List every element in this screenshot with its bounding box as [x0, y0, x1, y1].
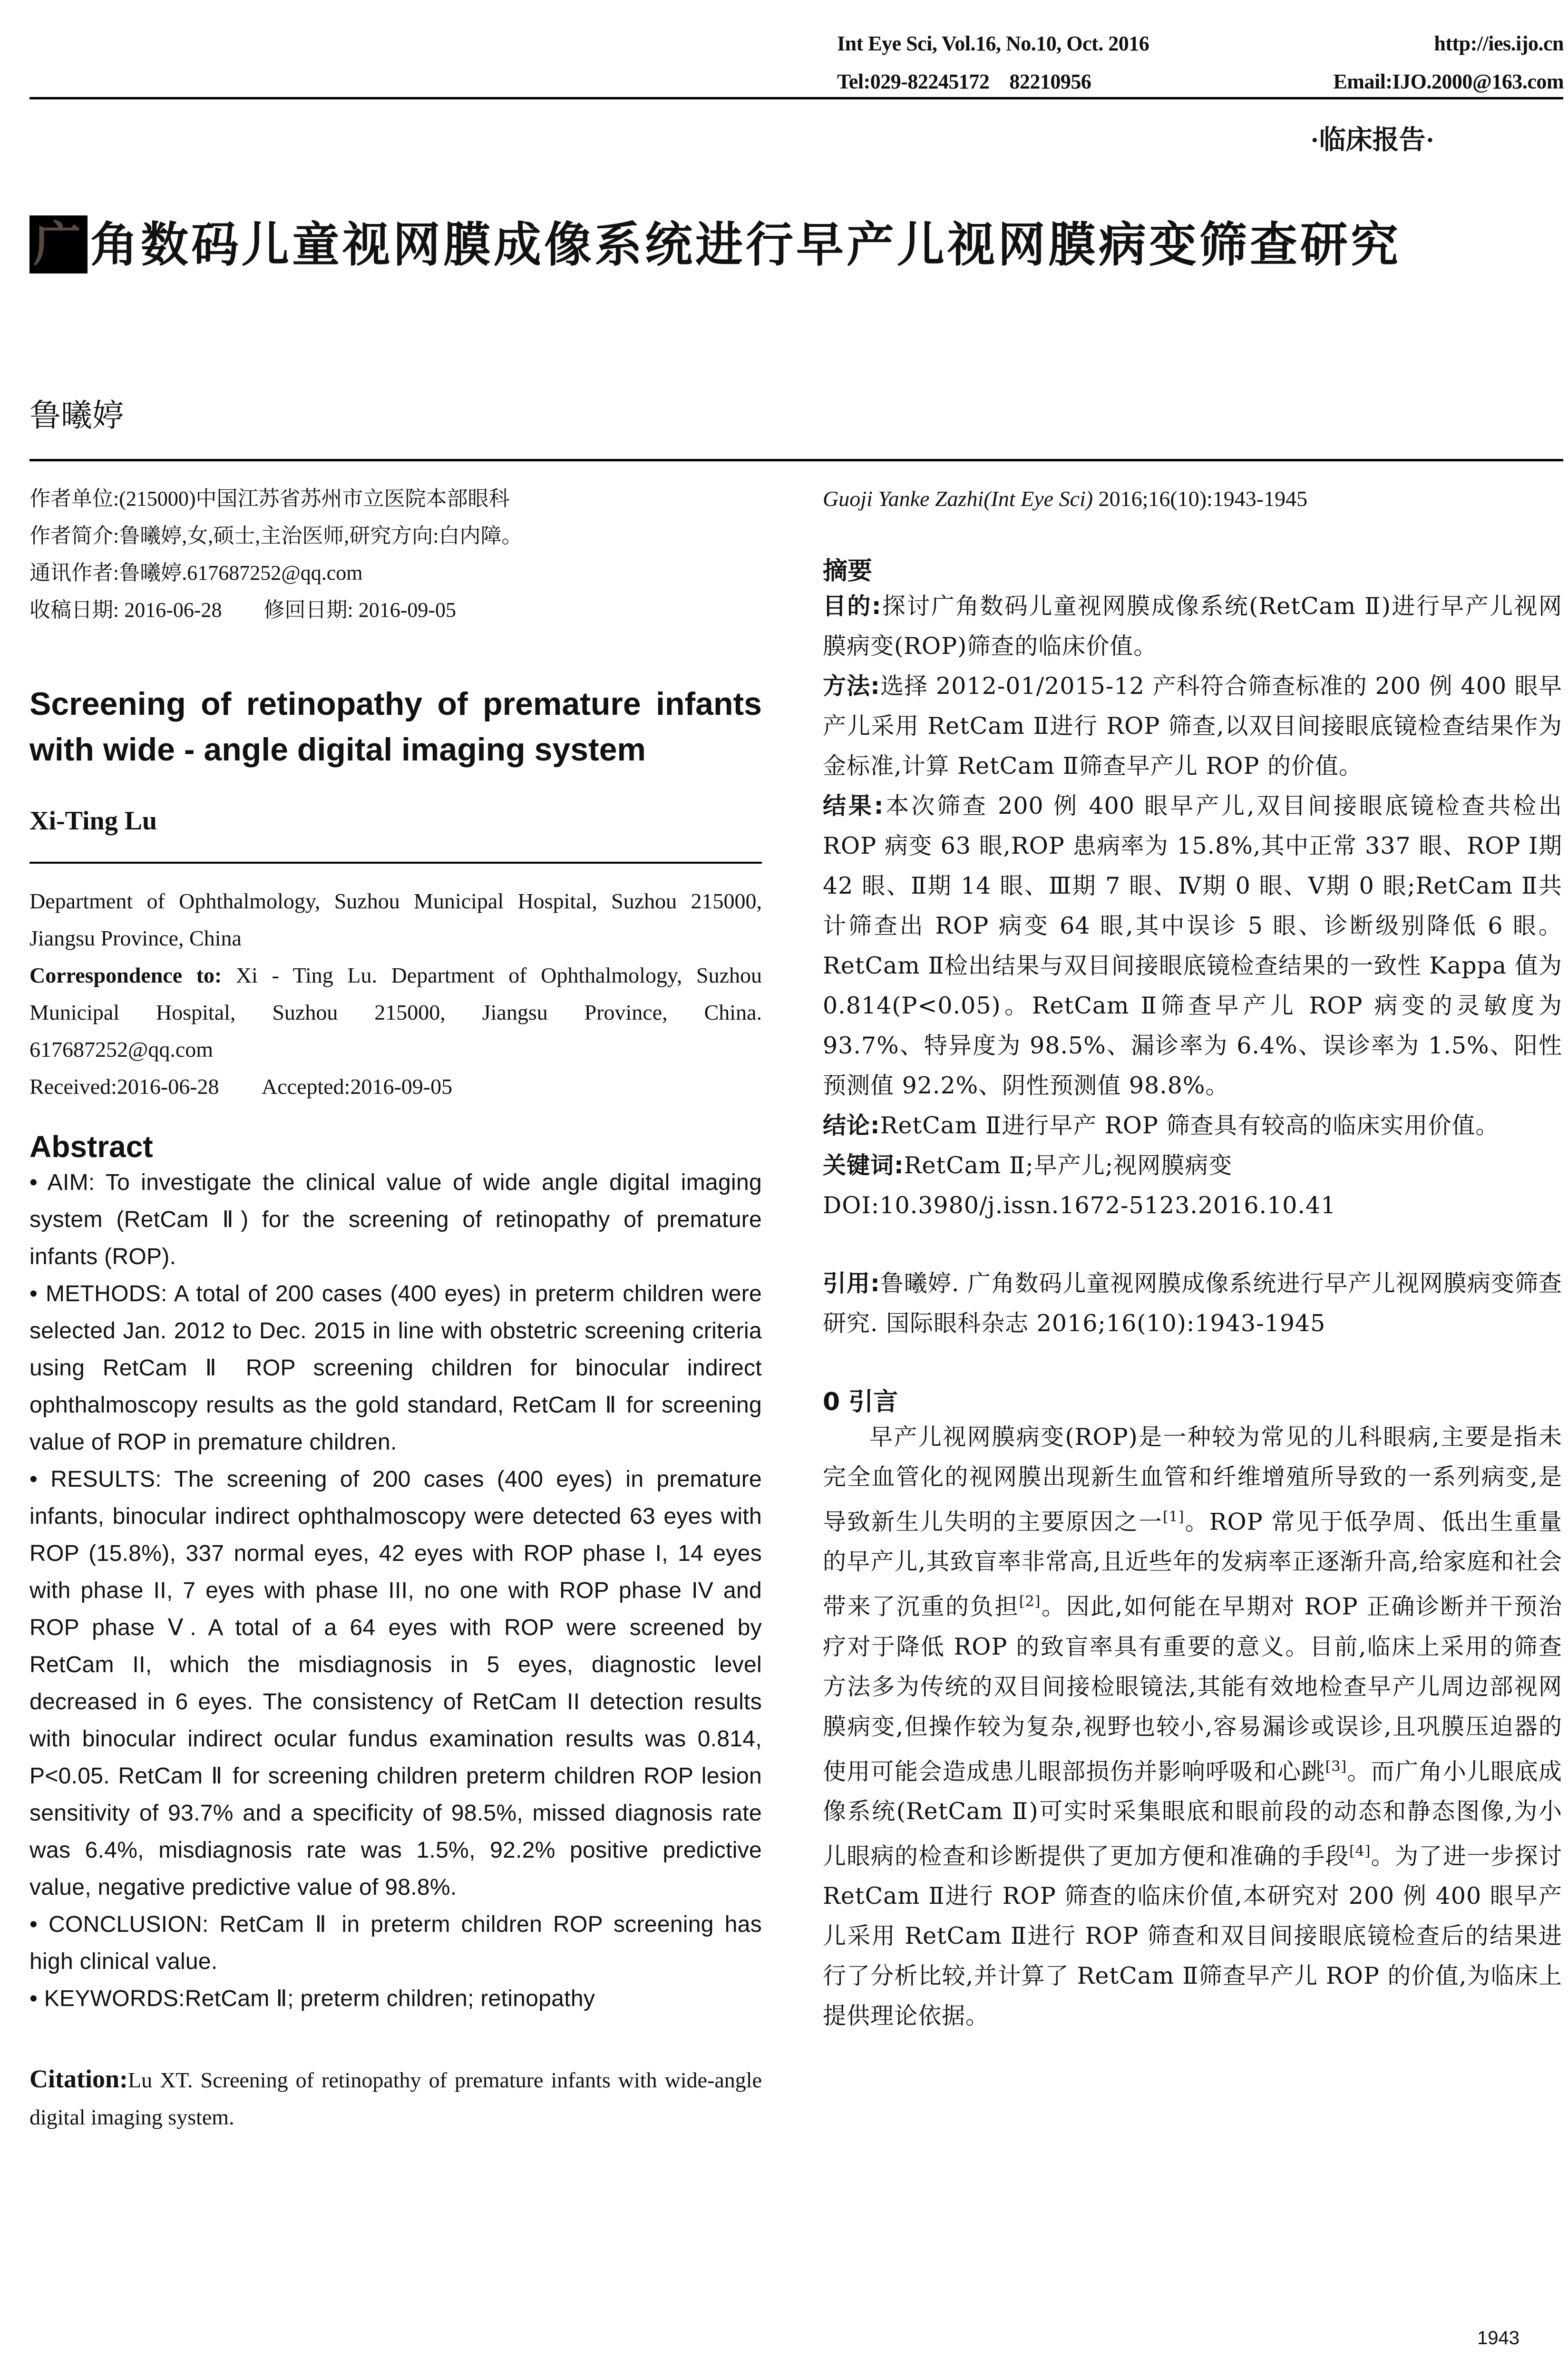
citation-text-a: Lu XT. Screening of retinopathy of premature infants with wide-angle digital imaging system. — [29, 2068, 762, 2129]
cn-abstract-keywords — [823, 1146, 1562, 1186]
journal-email[interactable]: Email:IJO.2000@163.com — [1333, 70, 1564, 93]
english-author: Xi-Ting Lu — [29, 806, 157, 836]
reference-1[interactable]: [1] — [1162, 1509, 1185, 1525]
abstract-methods — [29, 1276, 762, 1461]
affiliation-en: Department of Ophthalmology, Suzhou Municipal Hospital, Suzhou 215000, Jiangsu Province, China — [29, 889, 762, 950]
conclusion-label: • CONCLUSION: — [29, 1912, 209, 1937]
cn-aim-label: 目的: — [823, 593, 882, 620]
intro-text-4: 。而广角小儿眼底成像系统(RetCam Ⅱ)可实时采集眼底和眼前段的动态和静态图像,为小儿眼病的检查和诊断提供了更加方便和准确的手段 — [823, 1757, 1562, 1870]
reference-2[interactable]: [2] — [1019, 1593, 1041, 1610]
abstract-aim — [29, 1164, 762, 1276]
corresponding-author-cn: 通讯作者:鲁曦婷.617687252@qq.com — [29, 561, 363, 585]
cn-conclusion-text: RetCam Ⅱ进行早产 ROP 筛查具有较高的临床实用价值。 — [880, 1112, 1500, 1139]
methods-label: • METHODS: — [29, 1281, 167, 1306]
doi[interactable]: DOI:10.3980/j.issn.1672-5123.2016.10.41 — [823, 1192, 1336, 1219]
running-header — [837, 25, 1564, 101]
citation-cn-label: 引用: — [823, 1270, 880, 1297]
author-name-cn: 鲁曦婷 — [29, 397, 124, 434]
cn-abstract-conclusion — [823, 1106, 1562, 1146]
author-info-block — [29, 480, 762, 629]
chinese-abstract-heading: 摘要 — [823, 557, 873, 585]
correspondence-text: Xi - Ting Lu. Department of Ophthalmology, Suzhou Municipal Hospital, Suzhou 215000, Jiangsu Province, China. 617687252@qq.com — [29, 963, 762, 1062]
keywords-label: • KEYWORDS: — [29, 1986, 185, 2011]
running-header-line-2 — [837, 63, 1564, 101]
citation-cn-text: 鲁曦婷. 广角数码儿童视网膜成像系统进行早产儿视网膜病变筛查研究. 国际眼科杂志 2016;16(10):1943-1945 — [823, 1270, 1562, 1337]
cn-conclusion-label: 结论: — [823, 1112, 880, 1139]
right-column — [823, 480, 1562, 2036]
correspondence-en — [29, 957, 762, 1068]
left-column — [29, 480, 762, 2136]
introduction-heading: 0 引言 — [823, 1388, 898, 1416]
journal-url[interactable]: http://ies.ijo.cn — [1434, 32, 1564, 55]
cn-abstract-aim — [823, 586, 1562, 666]
title-dropcap: 广 — [29, 215, 88, 273]
dates-cn: 收稿日期: 2016-06-28 修回日期: 2016-09-05 — [29, 598, 457, 622]
keywords-text: RetCam Ⅱ; preterm children; retinopathy — [185, 1986, 595, 2011]
cn-results-text: 本次筛查 200 例 400 眼早产儿,双目间接眼底镜检查共检出 ROP 病变 63 眼,ROP 患病率为 15.8%,其中正常 337 眼、ROP Ⅰ期 42 眼、Ⅱ期 14 眼、Ⅲ期 7 眼、Ⅳ期 0 眼、Ⅴ期 0 眼;RetCam Ⅱ共计筛查出 ROP 病变 64 眼,其中误诊 5 眼、诊断级别降低 6 眼。RetCam Ⅱ检出结果与双目间接眼底镜检查结果的一致性 Kappa 值为 0.814(P<0.05)。RetCam Ⅱ筛查早产儿 ROP 病变的灵敏度为 93.7%、特异度为 98.5%、漏诊率为 6.4%、误诊率为 1.5%、阳性预测值 92.2%、阴性预测值 98.8%。 — [823, 792, 1562, 1099]
title-text: 角数码儿童视网膜成像系统进行早产儿视网膜病变筛查研究 — [90, 217, 1401, 273]
page-number: 1943 — [1477, 2328, 1519, 2348]
header-rule — [29, 97, 1563, 99]
intro-text-1: 早产儿视网膜病变(ROP)是一种较为常见的儿科眼病,主要是指未完全血管化的视网膜出现新生血管和纤维增殖所导致的一系列病变,是导致新生儿失明的主要原因之一 — [823, 1423, 1562, 1536]
cn-keywords-text: RetCam Ⅱ;早产儿;视网膜病变 — [904, 1152, 1233, 1179]
citation-en-continued — [823, 480, 1562, 517]
citation-label: Citation: — [29, 2065, 128, 2093]
correspondence-label: Correspondence to: — [29, 963, 222, 987]
intro-text-2: 。ROP 常见于低孕周、低出生重量的早产儿,其致盲率非常高,且近些年的发病率正逐渐升高,给家庭和社会带来了沉重的负担 — [823, 1508, 1562, 1620]
author-bio-cn: 作者简介:鲁曦婷,女,硕士,主治医师,研究方向:白内障。 — [29, 524, 523, 547]
author-rule — [29, 459, 1563, 461]
cn-keywords-label: 关键词: — [823, 1152, 904, 1179]
journal-tel: Tel:029-82245172 82210956 — [837, 70, 1091, 93]
citation-journal: Guoji Yanke Zazhi(Int Eye Sci) — [823, 487, 1093, 511]
conclusion-text: RetCam Ⅱ in preterm children ROP screening has high clinical value. — [29, 1912, 762, 1974]
reference-3[interactable]: [3] — [1325, 1758, 1347, 1775]
section-tag: ·临床报告· — [1310, 126, 1435, 155]
author-divider — [29, 862, 762, 864]
aim-text: To investigate the clinical value of wide angle digital imaging system (RetCam Ⅱ) for the screening of retinopathy of premature infants (ROP). — [29, 1170, 762, 1269]
cn-abstract-methods — [823, 666, 1562, 786]
intro-text-3: 。因此,如何能在早期对 ROP 正确诊断并干预治疗对于降低 ROP 的致盲率具有重要的意义。目前,临床上采用的筛查方法多为传统的双目间接检眼镜法,其能有效地检查早产儿周边部视网膜病变,但操作较为复杂,视野也较小,容易漏诊或误诊,且巩膜压迫器的使用可能会造成患儿眼部损伤并影响呼吸和心跳 — [823, 1593, 1562, 1785]
abstract-keywords — [29, 1980, 762, 2017]
results-label: • RESULTS: — [29, 1467, 162, 1492]
introduction-paragraph — [823, 1417, 1562, 2036]
intro-text-5: 。为了进一步探讨 RetCam Ⅱ进行 ROP 筛查的临床价值,本研究对 200 例 400 眼早产儿采用 RetCam Ⅱ进行 ROP 筛查和双目间接眼底镜检查后的结果进行了分析比较,并计算了 RetCam Ⅱ筛查早产儿 ROP 的价值,为临床上提供理论依据。 — [823, 1842, 1562, 2030]
english-title: Screening of retinopathy of premature infants with wide - angle digital imaging system — [29, 686, 762, 768]
abstract-conclusion — [29, 1906, 762, 1980]
dates-en: Received:2016-06-28 Accepted:2016-09-05 — [29, 1074, 453, 1099]
methods-text: A total of 200 cases (400 eyes) in preterm children were selected Jan. 2012 to Dec. 2015 in line with obstetric screening criteria using RetCam Ⅱ ROP screening children for binocular indirect ophthalmoscopy results as the gold standard, RetCam Ⅱ for screening value of ROP in premature children. — [29, 1281, 762, 1455]
citation-en — [29, 2060, 762, 2136]
running-header-line-1 — [837, 25, 1564, 63]
author-affiliation-cn: 作者单位:(215000)中国江苏省苏州市立医院本部眼科 — [29, 487, 510, 510]
results-text: The screening of 200 cases (400 eyes) in premature infants, binocular indirect ophthalmoscopy were detected 63 eyes with ROP (15.8%), 337 normal eyes, 42 eyes with ROP phase I, 14 eyes with phase II, 7 eyes with phase III, no one with ROP phase IV and ROP phase Ⅴ. A total of a 64 eyes with ROP were screened by RetCam II, which the misdiagnosis in 5 eyes, diagnostic level decreased in 6 eyes. The consistency of RetCam II detection results with binocular indirect ocular fundus examination results was 0.814, P<0.05. RetCam Ⅱ for screening children preterm children ROP lesion sensitivity of 93.7% and a specificity of 98.5%, missed diagnosis rate was 6.4%, misdiagnosis rate was 1.5%, 92.2% positive predictive value, negative predictive value of 98.8%. — [29, 1467, 762, 1900]
journal-issue: Int Eye Sci, Vol.16, No.10, Oct. 2016 — [837, 32, 1149, 55]
cn-abstract-results — [823, 786, 1562, 1106]
article-title — [29, 205, 1566, 285]
aim-label: • AIM: — [29, 1170, 95, 1195]
citation-text-b: 2016;16(10):1943-1945 — [1093, 487, 1308, 511]
cn-methods-label: 方法: — [823, 672, 880, 700]
citation-cn — [823, 1264, 1562, 1344]
abstract-results — [29, 1461, 762, 1906]
abstract-heading: Abstract — [29, 1130, 153, 1164]
cn-aim-text: 探讨广角数码儿童视网膜成像系统(RetCam Ⅱ)进行早产儿视网膜病变(ROP)筛查的临床价值。 — [823, 593, 1562, 660]
reference-4[interactable]: [4] — [1349, 1842, 1371, 1860]
cn-results-label: 结果: — [823, 792, 884, 819]
cn-methods-text: 选择 2012-01/2015-12 产科符合筛查标准的 200 例 400 眼早产儿采用 RetCam Ⅱ进行 ROP 筛查,以双目间接眼底镜检查结果作为金标准,计算 RetCam Ⅱ筛查早产儿 ROP 的价值。 — [823, 672, 1562, 779]
